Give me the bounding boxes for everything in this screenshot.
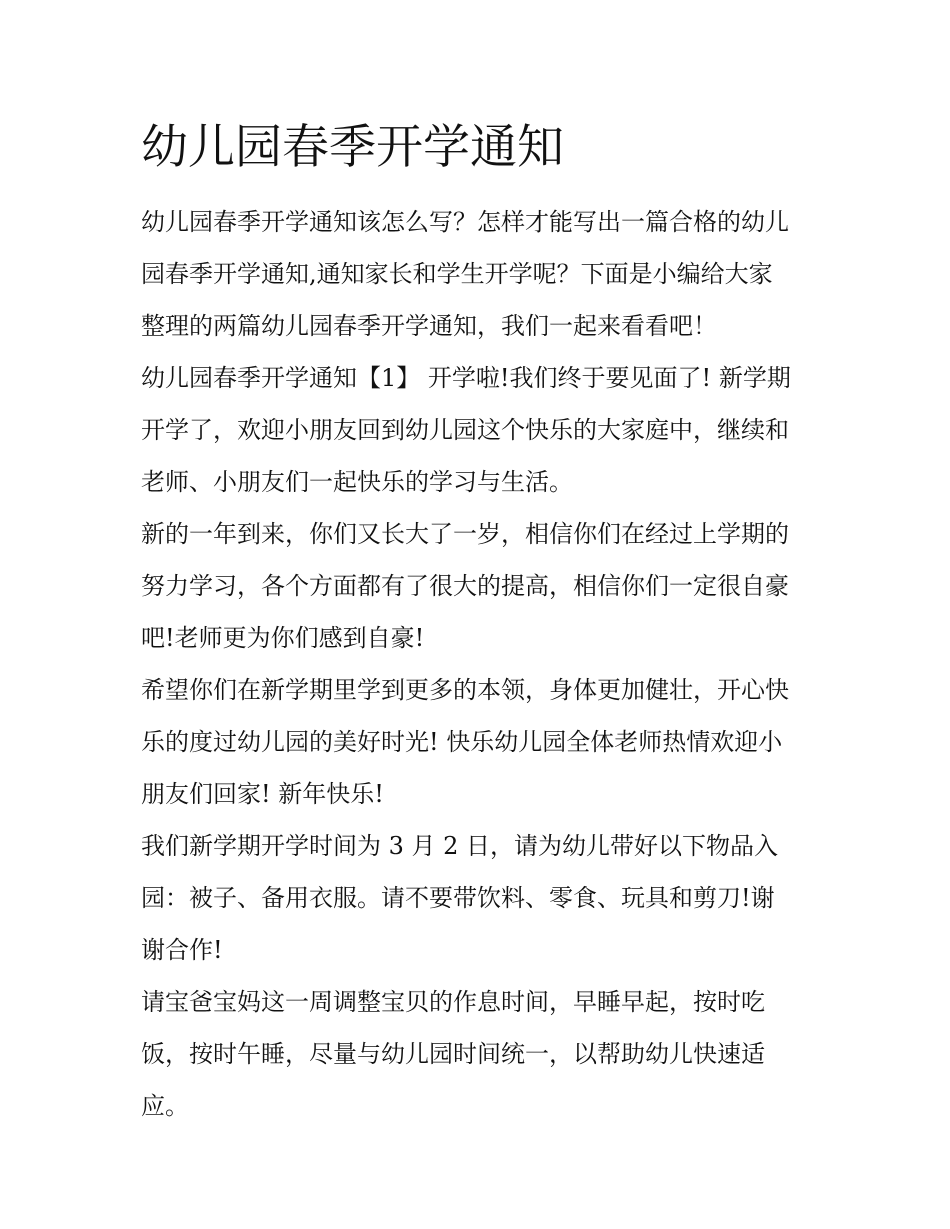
body-line: 新的一年到来，你们又长大了一岁，相信你们在经过上学期的 [141,520,789,548]
body-line: 幼儿园春季开学通知【1】 开学啦!我们终于要见面了! 新学期 [141,364,791,392]
body-line: 吧!老师更为你们感到自豪! [141,624,425,652]
body-line: 朋友们回家! 新年快乐! [141,780,384,808]
body-line: 请宝爸宝妈这一周调整宝贝的作息时间，早睡早起，按时吃 [141,988,765,1016]
page-title: 幼儿园春季开学通知 [141,120,564,175]
body-line: 乐的度过幼儿园的美好时光! 快乐幼儿园全体老师热情欢迎小 [141,728,783,756]
body-line: 努力学习，各个方面都有了很大的提高，相信你们一定很自豪 [141,572,789,600]
body-line: 应。 [141,1092,189,1120]
body-line: 幼儿园春季开学通知该怎么写？怎样才能写出一篇合格的幼儿 [141,208,789,236]
body-line: 饭，按时午睡，尽量与幼儿园时间统一，以帮助幼儿快速适 [141,1040,765,1068]
body-line: 整理的两篇幼儿园春季开学通知，我们一起来看看吧！ [141,312,717,340]
body-line: 谢合作! [141,936,223,964]
body-line: 我们新学期开学时间为 3 月 2 日，请为幼儿带好以下物品入 [141,832,779,860]
body-line: 老师、小朋友们一起快乐的学习与生活。 [141,468,573,496]
body-line: 园：被子、备用衣服。请不要带饮料、零食、玩具和剪刀!谢 [141,884,775,912]
body-line: 开学了，欢迎小朋友回到幼儿园这个快乐的大家庭中，继续和 [141,416,789,444]
body-line: 希望你们在新学期里学到更多的本领，身体更加健壮，开心快 [141,676,789,704]
body-line: 园春季开学通知,通知家长和学生开学呢？下面是小编给大家 [141,260,773,288]
